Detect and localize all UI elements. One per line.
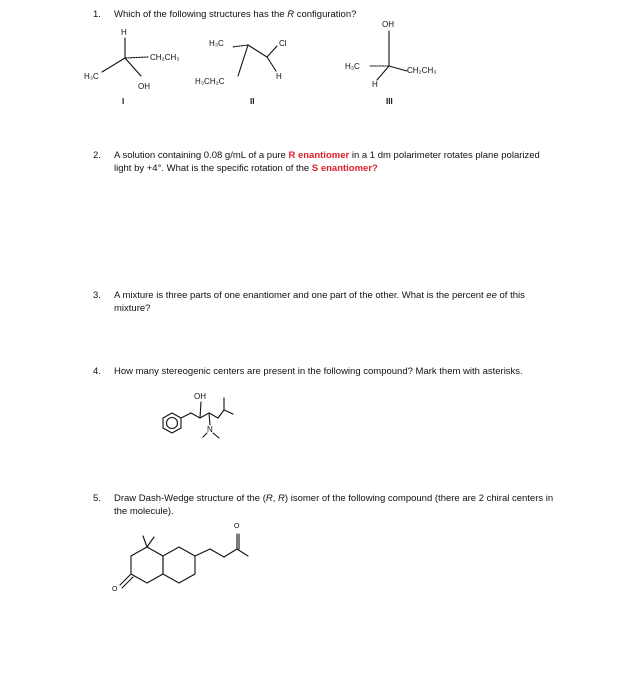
question-text-run: A solution containing 0.08 g/mL of a pure: [114, 150, 289, 161]
atom-label-h: H: [121, 28, 127, 37]
structure-1-bonds: [102, 38, 148, 76]
question-text-run: in a 1 dm polarimeter rotates plane polarized light by +4°. What is the specific rotation of the: [114, 150, 540, 174]
emphasis-text: R enantiomer: [288, 150, 350, 161]
atom-label-n: N: [207, 425, 213, 434]
question-text-run: Which of the following structures has the: [114, 9, 288, 20]
question-number: 5.: [93, 493, 101, 504]
question-number: 3.: [93, 290, 101, 301]
atom-label-h3c: H₃C: [345, 62, 360, 71]
atom-label-oh: OH: [138, 82, 150, 91]
question-text-run: ee: [486, 290, 497, 301]
atom-label-ch2ch3: CH₂CH₃: [150, 53, 180, 62]
atom-label-oh: OH: [194, 392, 206, 401]
question-text-run: Draw Dash-Wedge structure of the (: [114, 493, 266, 504]
question-text-run: R: [287, 9, 295, 20]
question-text-run: How many stereogenic centers are present in the following compound? Mark them with asterisks.: [114, 366, 523, 377]
structure-2-bonds: [232, 45, 277, 76]
question-text-run: of this mixture?: [114, 290, 525, 314]
q4-compound-bonds: [163, 398, 233, 438]
atom-label-h: H: [372, 80, 378, 89]
atom-label-oh: OH: [382, 20, 394, 29]
question-number: 1.: [93, 9, 101, 20]
atom-label-h3ch2c: H₃CH₂C: [195, 77, 225, 86]
atom-label-cl: Cl: [279, 39, 287, 48]
atom-label-o-top: O: [234, 523, 240, 530]
structure-label-roman: I: [122, 97, 125, 106]
question-text-run: R: [278, 493, 285, 504]
atom-label-ch2ch3: CH₂CH₃: [407, 66, 437, 75]
q5-compound-bonds: [120, 534, 248, 588]
question-text-run: configuration?: [294, 9, 357, 20]
structure-label-roman: III: [386, 97, 393, 106]
atom-label-h: H: [276, 72, 282, 81]
structure-3-bonds: [370, 31, 407, 80]
atom-label-h3c: H₃C: [209, 39, 224, 48]
structure-label-roman: II: [250, 97, 255, 106]
atom-label-h3c: H₃C: [84, 72, 99, 81]
question-text-run: ) isomer of the following compound (there are 2 chiral centers in the molecule).: [114, 493, 554, 517]
question-number: 4.: [93, 366, 101, 377]
question-text-run: A mixture is three parts of one enantiomer and one part of the other. What is the percent: [114, 290, 487, 301]
emphasis-text: S enantiomer?: [311, 162, 378, 174]
atom-label-o-left: O: [112, 586, 118, 593]
question-number: 2.: [93, 150, 101, 161]
question-text-run: R: [265, 493, 273, 504]
question-text-run: ,: [272, 493, 279, 504]
